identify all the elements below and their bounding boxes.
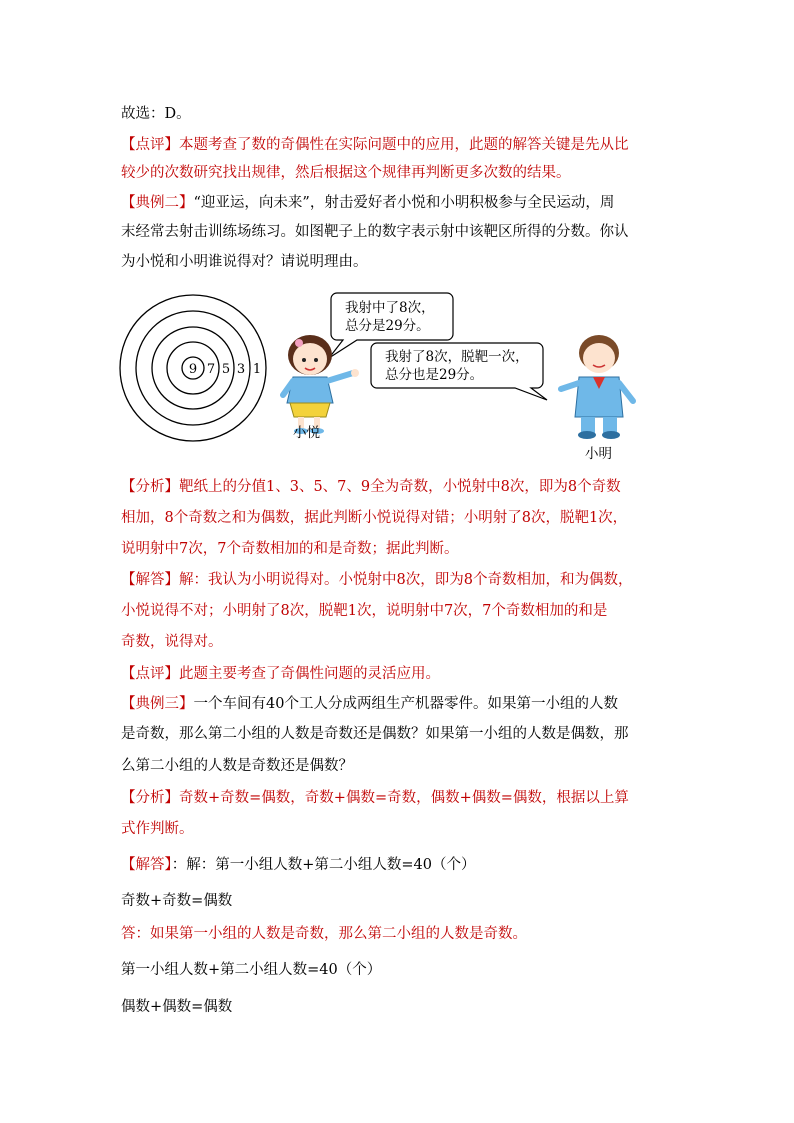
example2-line-1: 【典例二】“迎亚运，向未来”，射击爱好者小悦和小明积极参与全民运动，周 <box>121 195 615 211</box>
analysis-tag: 【分析】 <box>121 479 179 495</box>
shooting-figure <box>115 285 645 465</box>
solution2-tag: 【解答】 <box>121 857 172 873</box>
target-number-5: 5 <box>221 362 231 377</box>
boy-illustration <box>561 335 633 439</box>
comment-tag: 【点评】 <box>121 137 179 153</box>
example3-tag: 【典例三】 <box>121 696 194 712</box>
solution-line-3: 奇数，说得对。 <box>121 634 223 650</box>
example2-line-3: 为小悦和小明谁说得对？请说明理由。 <box>121 254 368 270</box>
comment2-tag: 【点评】 <box>121 666 179 682</box>
bubble1-line1: 我射中了8次， <box>345 300 435 316</box>
bubble2-line2: 总分也是29分。 <box>385 367 484 383</box>
answer-line: 答：如果第一小组的人数是奇数，那么第二小组的人数是奇数。 <box>121 926 527 942</box>
solution-line-2: 小悦说得不对；小明射了8次，脱靶1次，说明射中7次，7个奇数相加的和是 <box>121 603 608 619</box>
analysis2-line-1: 【分析】奇数+奇数=偶数，奇数+偶数=奇数，偶数+偶数=偶数，根据以上算 <box>121 790 629 806</box>
girl-illustration <box>283 335 359 434</box>
comment-line-1: 【点评】本题考查了数的奇偶性在实际问题中的应用，此题的解答关键是先从比 <box>121 137 629 153</box>
name-xiaoyue: 小悦 <box>293 425 320 441</box>
target-number-7: 7 <box>206 362 216 377</box>
answer-choice-line: 故选：D。 <box>121 106 191 122</box>
target-number-3: 3 <box>236 362 246 377</box>
bubble1-line2: 总分是29分。 <box>345 318 430 334</box>
target-number-1: 1 <box>252 362 262 377</box>
equation-even-even: 偶数+偶数=偶数 <box>121 999 233 1015</box>
equation-odd-odd: 奇数+奇数=偶数 <box>121 893 233 909</box>
example3-line-3: 么第二小组的人数是奇数还是偶数？ <box>121 758 353 774</box>
analysis-line-1: 【分析】靶纸上的分值1、3、5、7、9全为奇数，小悦射中8次，即为8个奇数 <box>121 479 621 495</box>
example2-line-2: 末经常去射击训练场练习。如图靶子上的数字表示射中该靶区所得的分数。你认 <box>121 224 629 240</box>
example3-line-2: 是奇数，那么第二小组的人数是奇数还是偶数？如果第一小组的人数是偶数，那 <box>121 726 629 742</box>
analysis-line-2: 相加，8个奇数之和为偶数，据此判断小悦说得对错；小明射了8次，脱靶1次， <box>121 510 628 526</box>
example3-line-1: 【典例三】一个车间有40个工人分成两组生产机器零件。如果第一小组的人数 <box>121 696 618 712</box>
name-xiaoming: 小明 <box>585 446 612 462</box>
analysis2-tag: 【分析】 <box>121 790 179 806</box>
comment2-line: 【点评】此题主要考查了奇偶性问题的灵活应用。 <box>121 666 440 682</box>
speech-bubble-xiaoming <box>371 343 547 400</box>
comment-line-2: 较少的次数研究找出规律，然后根据这个规律再判断更多次数的结果。 <box>121 165 571 181</box>
example2-tag: 【典例二】 <box>121 195 194 211</box>
equation-sum-40: 第一小组人数+第二小组人数=40（个） <box>121 962 382 978</box>
solution-tag: 【解答】 <box>121 572 179 588</box>
solution2-line: 【解答】：解：第一小组人数+第二小组人数=40（个） <box>121 857 476 873</box>
target-number-9: 9 <box>188 362 198 377</box>
analysis2-line-2: 式作判断。 <box>121 821 194 837</box>
bubble2-line1: 我射了8次，脱靶一次， <box>385 349 529 365</box>
analysis-line-3: 说明射中7次，7个奇数相加的和是奇数；据此判断。 <box>121 541 459 557</box>
solution-line-1: 【解答】解：我认为小明说得对。小悦射中8次，即为8个奇数相加，和为偶数， <box>121 572 633 588</box>
